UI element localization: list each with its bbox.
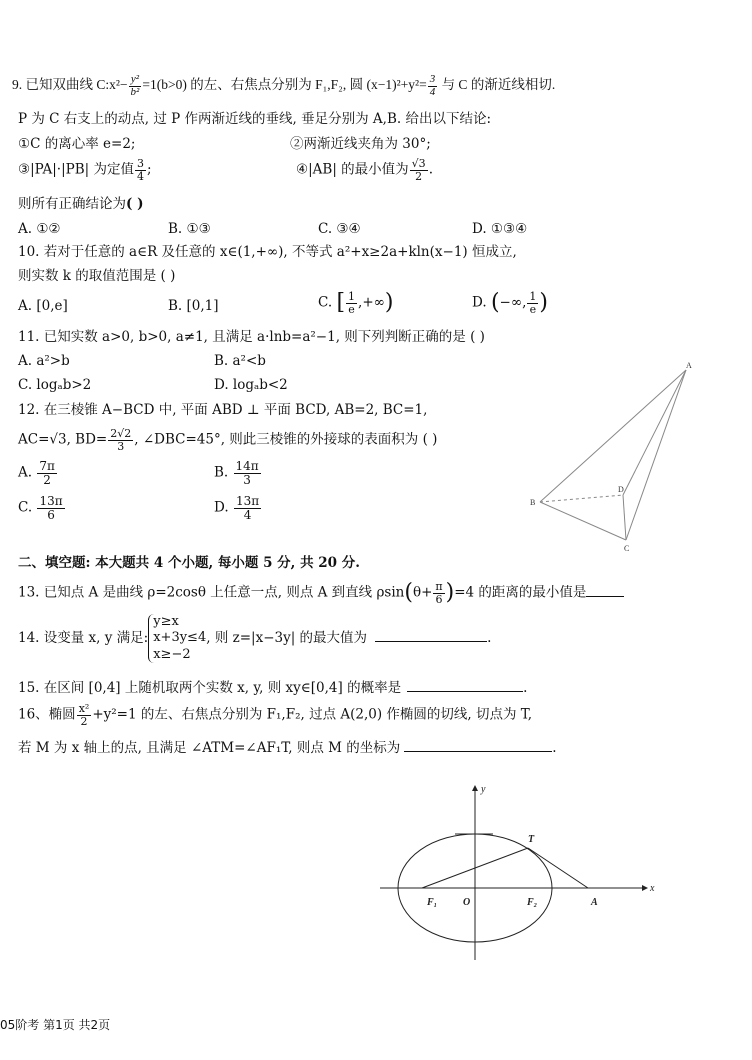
q11-option-d: D. logₐb<2 <box>214 377 288 393</box>
frac-num: 14π <box>235 459 259 473</box>
q10-option-c <box>318 290 393 316</box>
q16-frac <box>77 703 92 727</box>
q9-conclusion-1: ①C 的离心率 e=2; <box>18 136 136 152</box>
q15-text: 15. 在区间 [0,4] 上随机取两个实数 x, y, 则 xy∈[0,4] 的概率是 <box>18 680 402 696</box>
q10-line1: 10. 若对于任意的 a∈R 及任意的 x∈(1,+∞), 不等式 a²+x≥2a+kln(x−1) 恒成立, <box>18 244 517 260</box>
q12-option-a <box>18 460 58 486</box>
q12-b-frac <box>234 460 261 486</box>
q12-tetrahedron-figure <box>525 358 705 558</box>
left-bracket: [ <box>336 290 346 315</box>
frac-num: x² <box>78 702 90 715</box>
q9-answer-paren: ( ) <box>126 196 144 212</box>
label-a: A <box>686 361 692 370</box>
q10-option-b: B. [0,1] <box>168 298 219 314</box>
q9-option-b: B. ①③ <box>168 221 211 237</box>
frac-den: 6 <box>47 507 55 522</box>
frac-den: 3 <box>117 439 125 453</box>
label-f1: F₁ <box>427 897 438 908</box>
frac-num: 1 <box>529 290 537 304</box>
right-paren: ) <box>384 290 394 315</box>
q12-option-d <box>214 495 262 521</box>
q14-constraint-2: x+3y≤4 <box>153 630 207 646</box>
edge-ab <box>540 370 686 502</box>
q13-text-a: 13. 已知点 A 是曲线 ρ=2cosθ 上任意一点, 则点 A 到直线 ρsin <box>18 584 405 601</box>
option-label: B. <box>214 464 229 481</box>
frac-den: e <box>529 302 537 316</box>
label-c: C <box>624 544 630 553</box>
frac-num: 7π <box>39 459 55 473</box>
option-label: A. <box>18 464 33 481</box>
edge-ad <box>623 370 686 495</box>
q14-answer-blank[interactable] <box>375 629 487 642</box>
frac-num: 13π <box>39 494 63 508</box>
right-paren: ) <box>445 580 455 605</box>
q12-c-frac <box>37 495 64 521</box>
q12-d-frac <box>234 495 261 521</box>
edge-bd-dashed <box>540 495 623 502</box>
q11-line1: 11. 已知实数 a>0, b>0, a≠1, 且满足 a·lnb=a²−1, 则下列判断正确的是 ( ) <box>18 329 485 345</box>
label-d: D <box>618 485 624 494</box>
page-footer: 05阶考 第1页 共2页 <box>0 1018 111 1032</box>
q10-d-text: −∞, <box>499 294 527 311</box>
q14-end: . <box>487 629 492 646</box>
q10-c-text: ,+∞ <box>358 294 385 311</box>
label-f2: F₂ <box>527 897 538 908</box>
q15-end: . <box>523 680 528 696</box>
q13-line <box>18 580 624 606</box>
section-2-heading: 二、填空题: 本大题共 4 个小题, 每小题 5 分, 共 20 分. <box>18 555 360 571</box>
frac-num: 3 <box>429 73 436 85</box>
q11-option-b: B. a²<b <box>214 353 266 369</box>
q9-ask <box>18 196 143 212</box>
q14-constraint-1: y≥x <box>153 614 179 629</box>
q12-frac-bd <box>108 428 133 452</box>
q16-text-a: 16、椭圆 <box>18 706 76 723</box>
q16-ellipse-figure <box>375 778 675 968</box>
q12-option-b <box>214 460 262 486</box>
y-axis-label: y <box>481 784 486 795</box>
q9-line2: P 为 C 右支上的动点, 过 P 作两渐近线的垂线, 垂足分别为 A,B. 给出以下结论: <box>18 111 492 127</box>
q13-text-b: =4 的距离的最小值是 <box>454 584 587 601</box>
q9-c3-end: ; <box>146 161 152 178</box>
edge-dc <box>623 495 626 540</box>
x-axis-label: x <box>650 883 655 894</box>
q16-answer-blank[interactable] <box>404 739 552 752</box>
q14-text-a: 14. 设变量 x, y 满足: <box>18 629 149 646</box>
q10-line2: 则实数 k 的取值范围是 ( ) <box>18 268 176 284</box>
frac-den: 6 <box>435 592 443 606</box>
q9-option-c: C. ③④ <box>318 221 361 237</box>
q14-text-b: , 则 z=|x−3y| 的最大值为 <box>206 629 368 646</box>
left-paren: ( <box>490 290 500 315</box>
label-t: T <box>528 834 535 845</box>
frac-num: 1 <box>348 290 356 304</box>
q14-system <box>148 614 206 663</box>
q9-ask-text: 则所有正确结论为 <box>18 196 126 212</box>
frac-den: 4 <box>429 85 436 98</box>
q16-line1 <box>18 703 532 727</box>
label-o: O <box>463 897 471 908</box>
q9-c3-frac <box>135 158 146 182</box>
left-paren: ( <box>404 580 413 605</box>
frac-num: π <box>435 580 443 594</box>
q12-line2 <box>18 428 437 452</box>
q11-option-c: C. logₐb>2 <box>18 377 92 393</box>
q10-option-d <box>472 290 548 316</box>
frac-den: b² <box>130 85 140 98</box>
edge-ac <box>626 370 686 540</box>
q13-frac <box>433 581 444 605</box>
frac-num: 3 <box>136 157 144 170</box>
q9-option-a: A. ①② <box>18 221 61 237</box>
frac-den: 4 <box>136 169 144 183</box>
q13-answer-blank[interactable] <box>586 584 624 597</box>
q9-option-d: D. ①③④ <box>472 221 528 237</box>
q10-d-label: D. <box>472 294 487 311</box>
q10-c-label: C. <box>318 294 333 311</box>
q9-line1 <box>12 74 555 98</box>
q13-inner: θ+ <box>412 584 433 601</box>
q10-c-frac <box>346 291 357 315</box>
option-label: D. <box>214 499 229 516</box>
q9-c4-frac <box>410 158 428 182</box>
q12-a-frac <box>37 460 57 486</box>
frac-num: 13π <box>235 494 260 508</box>
q10-option-a: A. [0,e] <box>18 298 68 314</box>
q12-line1: 12. 在三棱锥 A−BCD 中, 平面 ABD ⊥ 平面 BCD, AB=2, BC=1, <box>18 402 428 418</box>
q9-conclusion-3 <box>18 158 152 182</box>
frac-den: e <box>348 302 355 316</box>
q15-line <box>18 679 527 696</box>
edge-bc <box>540 502 626 540</box>
frac-num: 2√2 <box>110 427 132 440</box>
q12-option-c <box>18 495 66 521</box>
frac-num: y² <box>130 73 140 85</box>
q12-text-b: , ∠DBC=45°, 则此三棱锥的外接球的表面积为 ( ) <box>134 431 438 448</box>
q10-d-frac <box>527 291 538 315</box>
tangent-at <box>528 848 588 888</box>
q16-end: . <box>552 740 557 756</box>
q9-frac-3-4 <box>428 74 438 98</box>
label-b: B <box>530 498 536 507</box>
q9-c3-text: ③|PA|·|PB| 为定值 <box>18 161 134 178</box>
q14-line <box>18 614 491 663</box>
q9-c4-text: ④|AB| 的最小值为 <box>296 161 409 178</box>
q14-constraint-3: x≥−2 <box>153 646 191 662</box>
frac-den: 2 <box>415 169 423 183</box>
q9-text-b: =1(b>0) 的左、右焦点分别为 F₁,F₂, 圆 (x−1)²+y²= <box>142 77 427 93</box>
frac-den: 4 <box>243 507 252 522</box>
q11-option-a: A. a²>b <box>18 353 70 369</box>
q16-text-c: 若 M 为 x 轴上的点, 且满足 ∠ATM=∠AF₁T, 则点 M 的坐标为 <box>18 740 401 756</box>
frac-num: √3 <box>411 157 426 170</box>
q16-line2 <box>18 739 557 756</box>
q9-text-a: 9. 已知双曲线 C:x²− <box>12 77 128 93</box>
q9-frac-y2-b2 <box>129 74 142 98</box>
q9-conclusion-2: ②两渐近线夹角为 30°; <box>290 136 431 152</box>
frac-den: 2 <box>80 714 88 728</box>
q12-text-a: AC=√3, BD= <box>18 431 108 448</box>
option-label: C. <box>18 499 33 516</box>
q16-text-b: +y²=1 的左、右焦点分别为 F₁,F₂, 过点 A(2,0) 作椭圆的切线, 切点为 T, <box>92 706 533 723</box>
frac-den: 2 <box>43 472 51 487</box>
right-paren: ) <box>539 290 548 315</box>
label-a: A <box>591 897 598 908</box>
q9-conclusion-4 <box>296 158 433 182</box>
q9-text-c: 与 C 的渐近线相切. <box>438 77 556 93</box>
q9-c4-end: . <box>428 161 433 178</box>
frac-den: 3 <box>243 472 251 487</box>
q15-answer-blank[interactable] <box>407 679 523 692</box>
